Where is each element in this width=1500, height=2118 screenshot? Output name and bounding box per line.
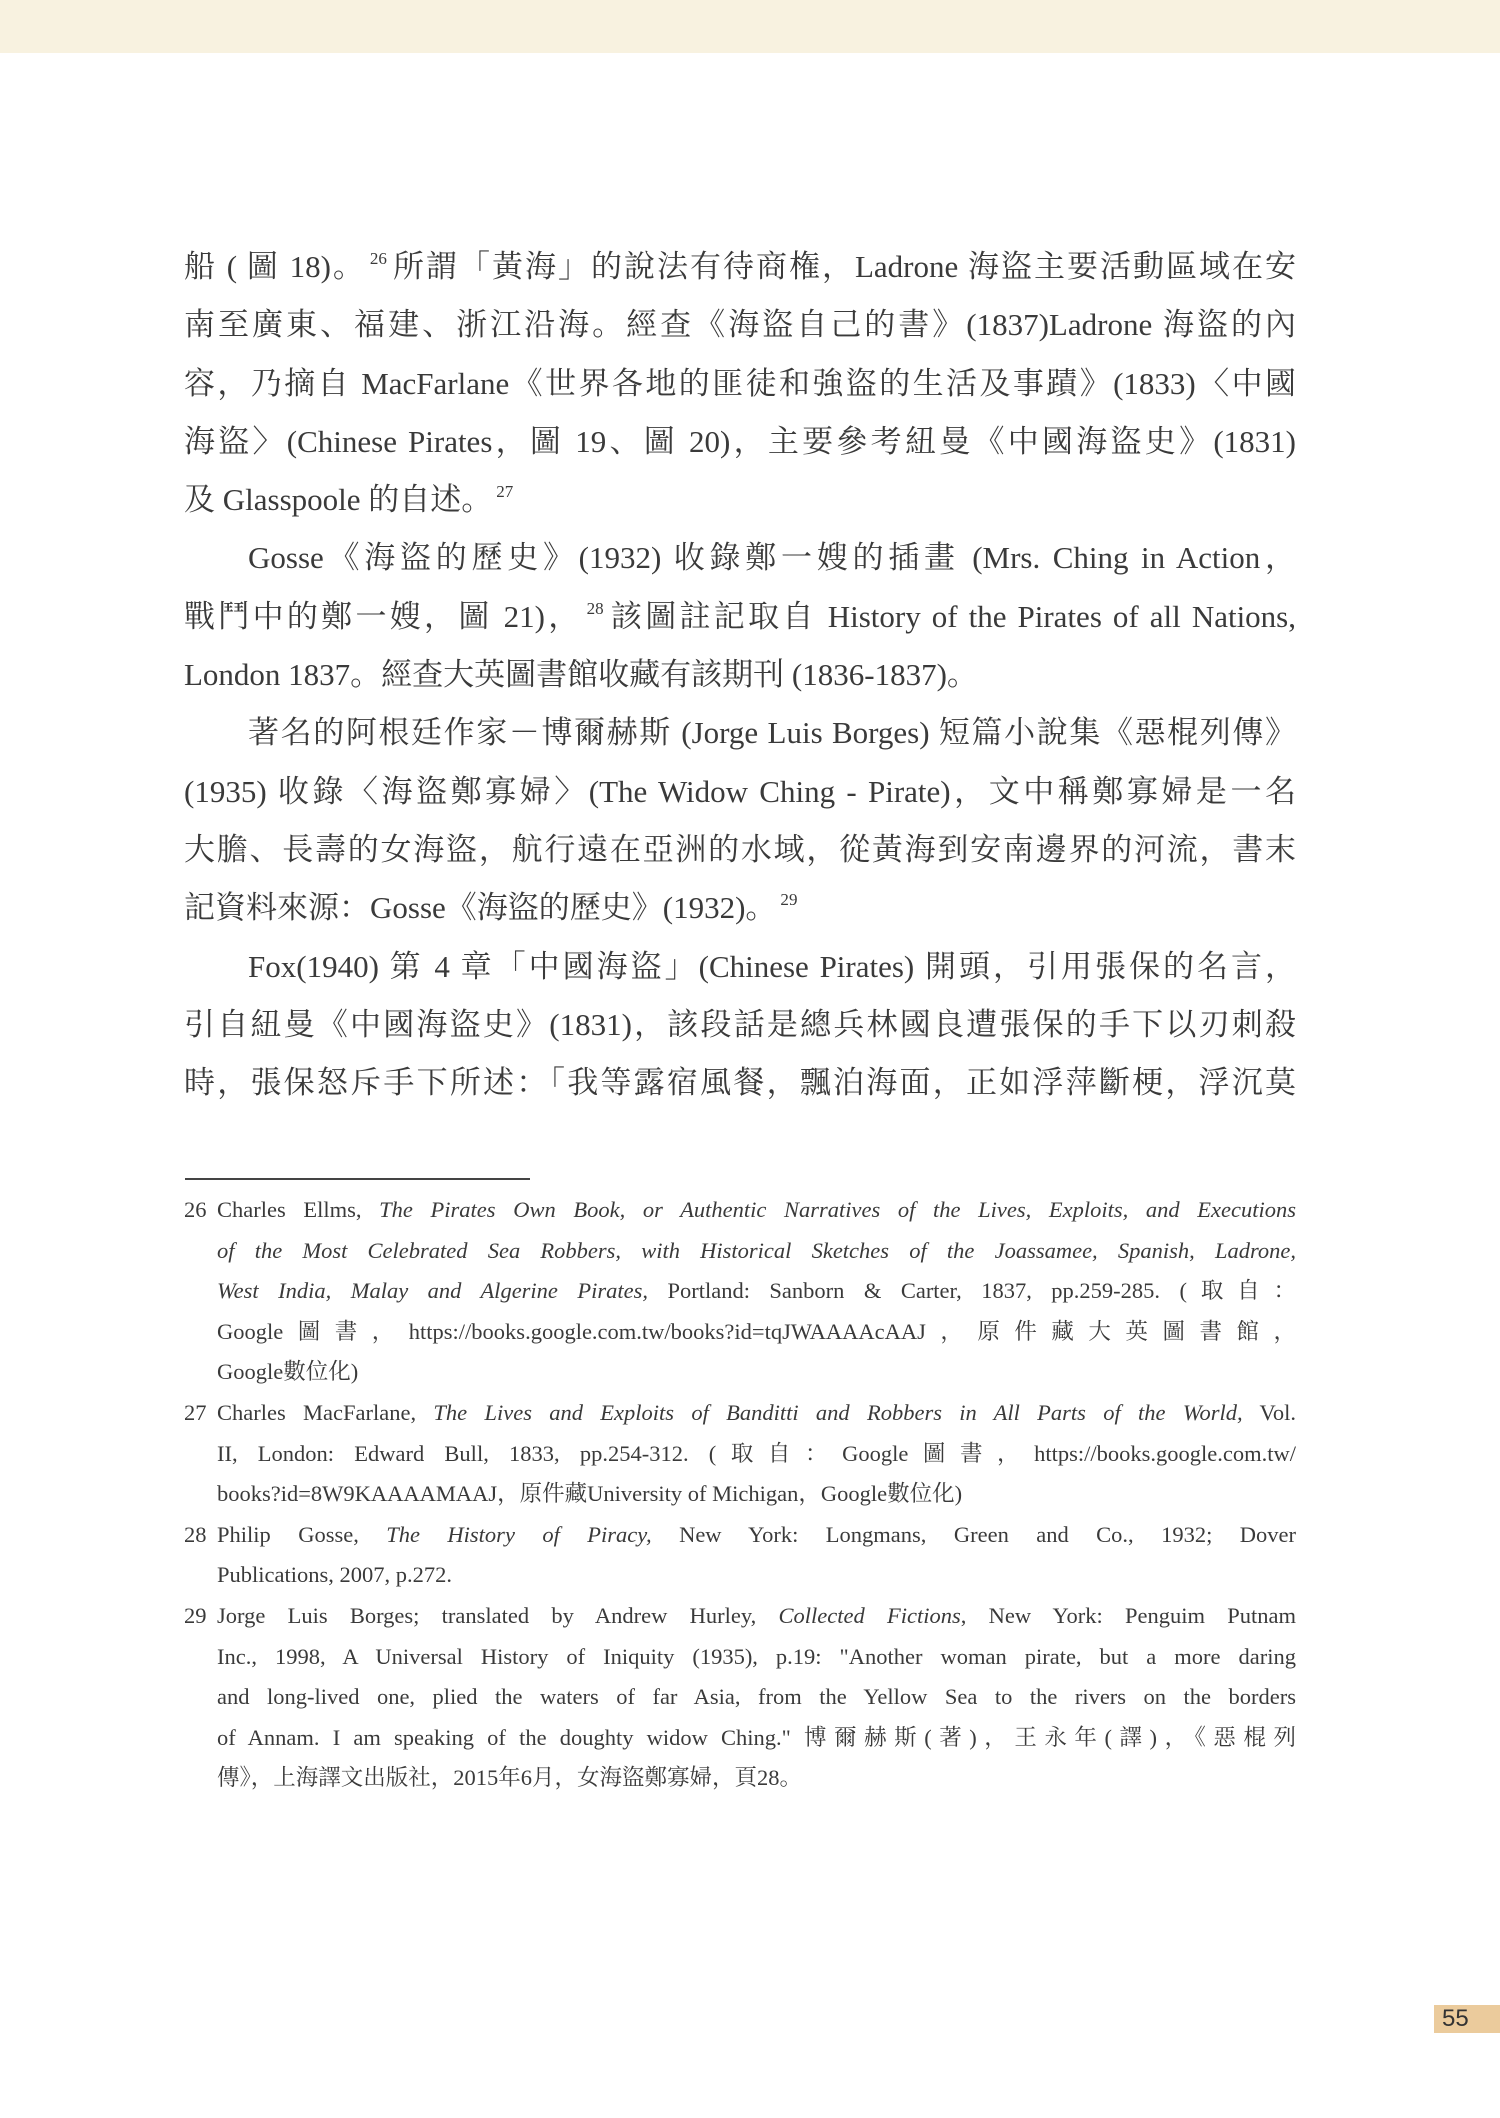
footnote-line: [184, 1758, 1296, 1799]
footnote-line: [184, 1515, 1296, 1556]
footnote-line: [184, 1190, 1296, 1231]
footnote-line: [184, 1434, 1296, 1475]
paragraph-line: [184, 879, 1296, 937]
footnote-ref: 28: [586, 599, 604, 618]
italic-title: The Lives and Exploits of Banditti and Robbers in All Parts of the World,: [433, 1399, 1243, 1425]
text-run: 海盜〉(Chinese Pirates，圖 19、圖 20)，主要參考紐曼《中國海盜史》(1831): [184, 423, 1296, 459]
footnote-line: [184, 1677, 1296, 1718]
italic-title: of the Most Celebrated Sea Robbers, with Historical Sketches of the Joassamee, Spanish, Ladrone,: [217, 1237, 1296, 1263]
footnote-divider: [185, 1178, 530, 1180]
paragraph-line: [184, 355, 1296, 413]
paragraph-line: [184, 704, 1296, 762]
text-run: Charles Ellms,: [217, 1197, 380, 1222]
text-run: 記資料來源：Gosse《海盜的歷史》(1932)。: [184, 890, 777, 926]
paragraph-line: [184, 763, 1296, 821]
text-run: Google圖書，https://books.google.com.tw/books?id=tqJWAAAAcAAJ，原件藏大英圖書館，: [217, 1318, 1296, 1344]
italic-title: The History of Piracy,: [386, 1521, 652, 1547]
text-run: II, London: Edward Bull, 1833, pp.254-312. (取自：Google圖書，https://books.google.com.tw/: [217, 1440, 1296, 1466]
footnote-number: 26: [184, 1197, 207, 1222]
text-run: of Annam. I am speaking of the doughty widow Ching." 博爾赫斯(著)，王永年(譯)，《惡棍列: [217, 1724, 1296, 1750]
paragraph-line: [184, 996, 1296, 1054]
text-run: Publications, 2007, p.272.: [217, 1562, 452, 1588]
footnote-line: [184, 1352, 1296, 1393]
footnote-number: 27: [184, 1399, 207, 1425]
footnote-line: [184, 1596, 1296, 1637]
page-header-band: [0, 0, 1500, 53]
text-run: 時，張保怒斥手下所述：「我等露宿風餐，飄泊海面，正如浮萍斷梗，浮沉莫: [184, 1065, 1296, 1101]
text-run: , New York: Penguim Putnam: [960, 1602, 1296, 1628]
footnote-line: [184, 1231, 1296, 1272]
text-run: Vol.: [1242, 1399, 1296, 1425]
text-run: Portland: Sanborn & Carter, 1837, pp.259-285. (取自：: [648, 1278, 1296, 1304]
body-text: [184, 238, 1296, 1112]
text-run: 傳》，上海譯文出版社，2015年6月，女海盜鄭寡婦，頁28。: [217, 1765, 803, 1791]
text-run: (1935) 收錄〈海盜鄭寡婦〉(The Widow Ching - Pirate)，文中稱鄭寡婦是一名: [184, 773, 1296, 809]
paragraph-line: [184, 413, 1296, 471]
text-run: 該圖註記取自 History of the Pirates of all Nations,: [607, 598, 1296, 634]
paragraph-line: [184, 588, 1296, 646]
italic-title: Collected Fictions: [778, 1602, 961, 1628]
text-run: 南至廣東、福建、浙江沿海。經查《海盜自己的書》(1837)Ladrone 海盜的內: [184, 307, 1296, 343]
footnote-line: [184, 1718, 1296, 1759]
text-run: Charles MacFarlane,: [217, 1399, 434, 1425]
text-run: 戰鬥中的鄭一嫂，圖 21)，: [184, 598, 583, 634]
text-run: London 1837。經查大英圖書館收藏有該期刊 (1836-1837)。: [184, 657, 978, 693]
italic-title: The Pirates Own Book, or Authentic Narratives of the Lives, Exploits, and Executions: [379, 1197, 1296, 1222]
text-run: Fox(1940) 第 4 章「中國海盜」(Chinese Pirates) 開頭，引用張保的名言，: [248, 948, 1296, 984]
footnote-line: [184, 1637, 1296, 1678]
page-number: 55: [1434, 2005, 1500, 2033]
footnote-number: 28: [184, 1521, 207, 1547]
paragraph-line: [184, 821, 1296, 879]
paragraph-line: [184, 238, 1296, 296]
text-run: Google數位化): [217, 1359, 359, 1385]
footnotes: [184, 1190, 1296, 1799]
footnote-line: [184, 1555, 1296, 1596]
text-run: Jorge Luis Borges; translated by Andrew Hurley,: [217, 1602, 779, 1628]
footnote-line: [184, 1393, 1296, 1434]
italic-title: West India, Malay and Algerine Pirates,: [217, 1278, 648, 1304]
text-run: Gosse《海盜的歷史》(1932) 收錄鄭一嫂的插畫 (Mrs. Ching in Action，: [248, 540, 1296, 576]
text-run: Philip Gosse,: [217, 1521, 387, 1547]
footnote-line: [184, 1271, 1296, 1312]
text-run: 船 ( 圖 18)。: [184, 249, 366, 284]
paragraph-line: [184, 938, 1296, 996]
text-run: 大膽、長壽的女海盜，航行遠在亞洲的水域，從黃海到安南邊界的河流，書末: [184, 831, 1296, 867]
text-run: books?id=8W9KAAAAMAAJ，原件藏University of Michigan，Google數位化): [217, 1481, 963, 1507]
text-run: 所謂「黃海」的說法有待商権，Ladrone 海盜主要活動區域在安: [390, 249, 1296, 284]
text-run: Inc., 1998, A Universal History of Iniquity (1935), p.19: "Another woman pirate, but a more daring: [217, 1643, 1296, 1669]
text-run: New York: Longmans, Green and Co., 1932; Dover: [651, 1521, 1296, 1547]
footnote-ref: 29: [780, 890, 798, 910]
text-run: 及 Glasspoole 的自述。: [184, 482, 493, 518]
paragraph-line: [184, 471, 1296, 529]
paragraph-line: [184, 1054, 1296, 1112]
footnote-number: 29: [184, 1602, 207, 1628]
paragraph-line: [184, 646, 1296, 704]
text-run: 著名的阿根廷作家－博爾赫斯 (Jorge Luis Borges) 短篇小說集《惡棍列傳》: [248, 715, 1296, 751]
text-run: 引自紐曼《中國海盜史》(1831)，該段話是總兵林國良遭張保的手下以刃刺殺: [184, 1006, 1296, 1042]
footnote-ref: 26: [369, 249, 387, 269]
footnote-ref: 27: [496, 482, 514, 502]
paragraph-line: [184, 296, 1296, 354]
text-run: and long-lived one, plied the waters of far Asia, from the Yellow Sea to the rivers on the borders: [217, 1684, 1296, 1710]
footnote-line: [184, 1312, 1296, 1353]
text-run: 容，乃摘自 MacFarlane《世界各地的匪徒和強盜的生活及事蹟》(1833)〈中國: [184, 365, 1296, 401]
paragraph-line: [184, 529, 1296, 587]
footnote-line: [184, 1474, 1296, 1515]
